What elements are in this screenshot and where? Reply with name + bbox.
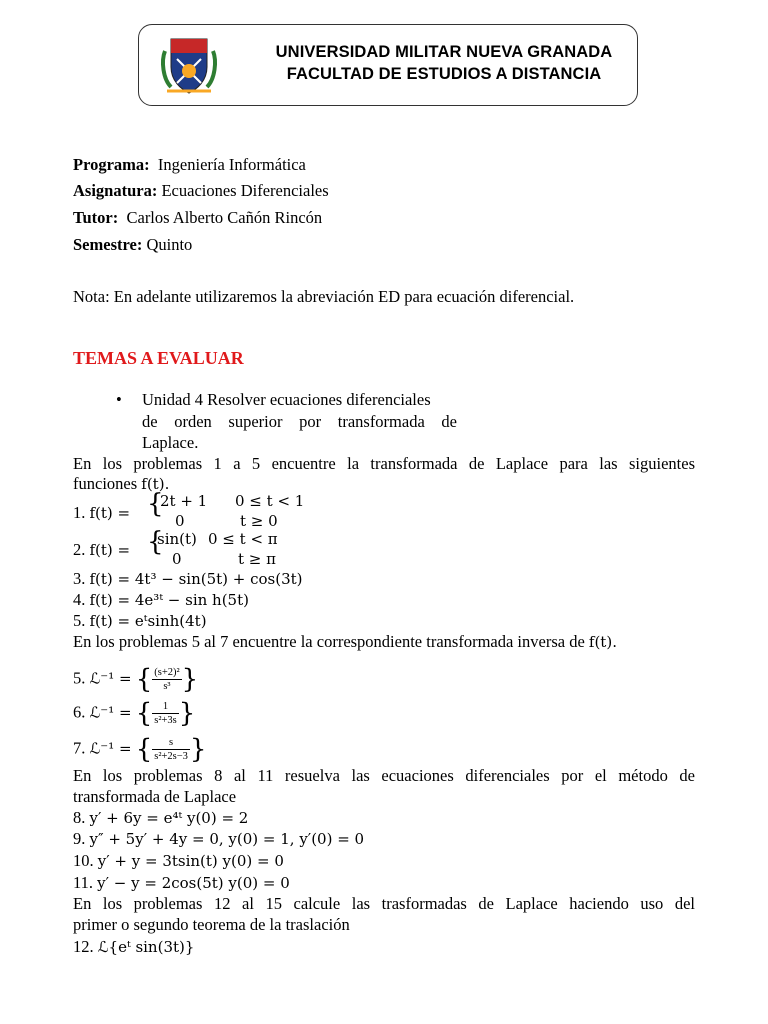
problem-1-lhs: f(t) = [89, 504, 131, 522]
header-box [138, 24, 638, 106]
problem-1-domain1: 0 ≤ t < 1 [235, 492, 305, 510]
problem-1-domain2: t ≥ 0 [240, 512, 278, 530]
tutor-line [73, 208, 322, 228]
problem-10-expr: y′ + y = 3tsin(t) y(0) = 0 [97, 852, 284, 870]
problem-11-number: 11. [73, 873, 94, 892]
asignatura-label: Asignatura: [73, 181, 158, 200]
problem-3-expr: f(t) = 4t³ − sin(5t) + cos(3t) [89, 570, 303, 588]
inverse-7-fraction [152, 736, 190, 763]
problem-3 [73, 569, 303, 589]
problem-4 [73, 590, 249, 610]
problem-2-case1: sin(t) [157, 530, 197, 548]
inverse-6-rbrace: } [178, 698, 196, 729]
inverse-5-lhs: ℒ⁻¹ = [89, 669, 132, 688]
problem-3-number: 3. [73, 569, 86, 588]
university-name: UNIVERSIDAD MILITAR NUEVA GRANADA [275, 43, 613, 61]
problem-2-domain1: 0 ≤ t < π [208, 530, 278, 548]
asignatura-value: Ecuaciones Diferenciales [161, 181, 329, 200]
inverse-7-lbrace: { [135, 734, 153, 765]
problem-9-number: 9. [73, 829, 86, 848]
problem-2-brace: { [147, 527, 164, 557]
problem-2-lhs: f(t) = [89, 541, 131, 559]
problem-2-case2: 0 [172, 550, 182, 568]
inverse-5 [73, 666, 198, 693]
intro1-text: En los problemas 1 a 5 encuentre la transformada de Laplace para las siguientes [73, 454, 695, 473]
inverse-7-lhs: ℒ⁻¹ = [89, 739, 132, 758]
intro2-text: En los problemas 5 al 7 encuentre la correspondiente transformada inversa de [73, 632, 585, 651]
bullet-line3: Laplace. [142, 433, 199, 452]
inverse-6 [73, 700, 195, 727]
nota-text: Nota: En adelante utilizaremos la abreviación ED para ecuación diferencial. [73, 287, 575, 306]
problem-4-number: 4. [73, 590, 86, 609]
problem-5-number: 5. [73, 611, 86, 630]
problem-4-expr: f(t) = 4e³ᵗ − sin h(5t) [89, 591, 249, 609]
problem-8-number: 8. [73, 808, 86, 827]
tutor-label: Tutor: [73, 208, 119, 227]
problem-1-case2: 0 [175, 512, 185, 530]
problem-5 [73, 611, 207, 631]
semestre-line [73, 235, 192, 255]
problem-1-brace: { [147, 489, 164, 519]
bullet-marker: • [116, 390, 122, 409]
problem-12 [73, 937, 194, 957]
semestre-value: Quinto [146, 235, 193, 254]
inverse-7-denominator: s²+2s−3 [154, 751, 188, 762]
problem-1-number: 1. [73, 503, 86, 522]
intro2-line [73, 632, 617, 652]
inverse-5-lbrace: { [135, 664, 153, 695]
problem-9 [73, 829, 364, 849]
programa-label: Programa: [73, 155, 150, 174]
problem-9-expr: y″ + 5y′ + 4y = 0, y(0) = 1, y′(0) = 0 [89, 830, 365, 848]
problem-10-number: 10. [73, 851, 94, 870]
problem-2-domain2: t ≥ π [238, 550, 276, 568]
bullet-line2: de orden superior por transformada de [142, 412, 457, 431]
problem-5-expr: f(t) = eᵗsinh(4t) [89, 612, 207, 630]
problem-2 [73, 540, 130, 560]
inverse-5-denominator: s³ [163, 681, 171, 692]
university-shield-icon [157, 31, 221, 97]
semestre-label: Semestre: [73, 235, 143, 254]
problem-8-expr: y′ + 6y = e⁴ᵗ y(0) = 2 [89, 809, 249, 827]
problem-1 [73, 503, 130, 523]
intro3-text: En los problemas 8 al 11 resuelva las ecuaciones diferenciales por el método de [73, 766, 695, 785]
inverse-6-lbrace: { [135, 698, 153, 729]
problem-11-expr: y′ − y = 2cos(5t) y(0) = 0 [97, 874, 290, 892]
problem-1-case1: 2t + 1 [160, 492, 208, 510]
programa-line [73, 155, 306, 175]
inverse-5-number: 5. [73, 668, 86, 688]
inverse-5-numerator: (s+2)² [154, 667, 180, 678]
asignatura-line [73, 181, 329, 201]
problem-12-expr: ℒ{eᵗ sin(3t)} [97, 938, 195, 956]
inverse-6-number: 6. [73, 702, 86, 722]
intro2-math: f(t). [588, 633, 617, 651]
tutor-value: Carlos Alberto Cañón Rincón [126, 208, 323, 227]
inverse-7-number: 7. [73, 738, 86, 758]
inverse-6-denominator: s²+3s [154, 715, 177, 726]
inverse-5-fraction [152, 666, 181, 693]
bullet-line1: Unidad 4 Resolver ecuaciones diferenciales [142, 390, 431, 409]
problem-11 [73, 873, 290, 893]
temas-title: TEMAS A EVALUAR [73, 348, 244, 368]
intro3b-text: transformada de Laplace [73, 787, 237, 806]
inverse-6-fraction [152, 700, 179, 727]
intro1b-math: f(t). [141, 475, 170, 493]
problem-12-number: 12. [73, 937, 94, 956]
intro1b-text: funciones [73, 474, 138, 493]
faculty-name: FACULTAD DE ESTUDIOS A DISTANCIA [286, 65, 602, 83]
inverse-5-rbrace: } [181, 664, 199, 695]
intro4-text: En los problemas 12 al 15 calcule las trasformadas de Laplace haciendo uso del [73, 894, 695, 913]
inverse-6-numerator: 1 [152, 700, 179, 714]
problem-8 [73, 808, 248, 828]
inverse-6-lhs: ℒ⁻¹ = [89, 703, 132, 722]
problem-2-number: 2. [73, 540, 86, 559]
inverse-7-rbrace: } [189, 734, 207, 765]
inverse-7 [73, 736, 206, 763]
intro4b-text: primer o segundo teorema de la traslación [73, 915, 350, 934]
problem-10 [73, 851, 284, 871]
inverse-7-numerator: s [152, 736, 190, 750]
programa-value: Ingeniería Informática [157, 155, 306, 174]
